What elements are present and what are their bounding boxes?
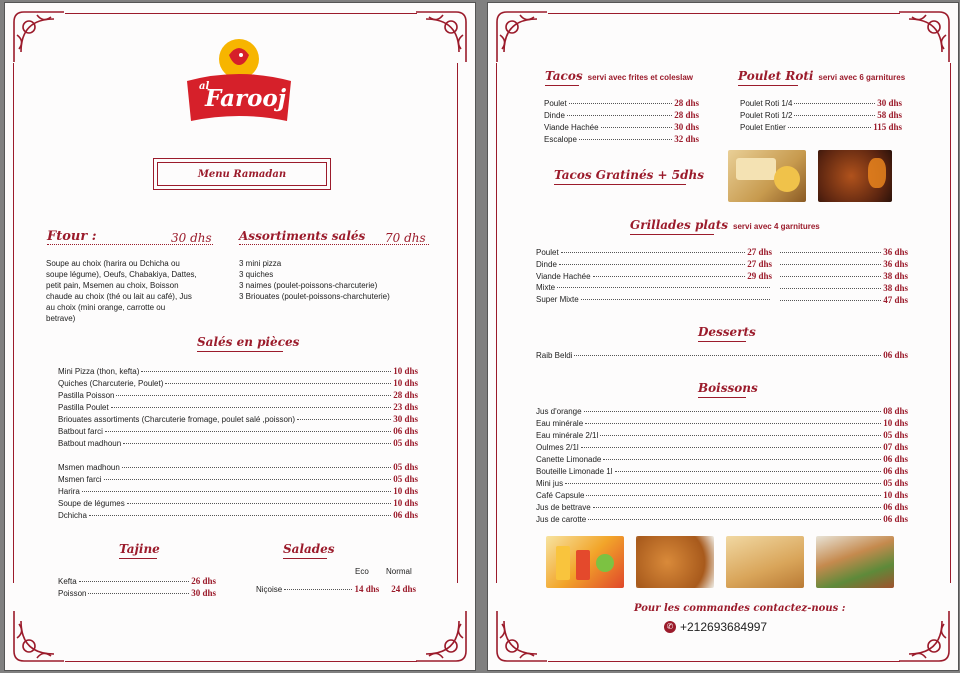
menu-item-row [740, 110, 902, 121]
salades-col-eco: Eco [355, 567, 369, 576]
logo-main-text: Farooj [205, 85, 287, 112]
frame-border [548, 13, 900, 14]
ftour-price: 30 dhs [171, 231, 212, 245]
ornament-corner [411, 606, 471, 666]
dot-leader [105, 431, 391, 432]
item-label: Eau minérale 2/1l [536, 431, 599, 440]
menu-item-row [58, 366, 418, 377]
item-label: Café Capsule [536, 491, 585, 500]
dot-leader [780, 252, 881, 253]
item-price: 30 dhs [877, 98, 902, 108]
item-price: 10 dhs [883, 418, 908, 428]
tajine-title: Tajine [119, 542, 160, 556]
dot-leader [579, 139, 672, 140]
item-price: 28 dhs [674, 98, 699, 108]
ornament-corner [894, 606, 954, 666]
tacos-underline [545, 85, 579, 86]
item-price: 05 dhs [393, 462, 418, 472]
dot-leader [780, 276, 881, 277]
dot-leader [297, 419, 391, 420]
item-label: Mixte [536, 283, 556, 292]
dot-leader [581, 447, 882, 448]
boissons-title: Boissons [698, 381, 758, 395]
grillades-underline [630, 234, 714, 235]
menu-item-row [544, 110, 699, 121]
menu-item-row [740, 122, 902, 133]
salades-col-normal: Normal [386, 567, 412, 576]
menu-item-row [536, 350, 908, 361]
item-price: 05 dhs [393, 474, 418, 484]
contact-phone[interactable] [664, 620, 767, 634]
item-price: 05 dhs [393, 438, 418, 448]
dot-leader [780, 264, 881, 265]
menu-item-row [58, 474, 418, 485]
menu-item-row [58, 390, 418, 401]
ornament-corner [411, 7, 471, 67]
item-label: Batbout farci [58, 427, 103, 436]
assortiments-description [239, 258, 439, 302]
item-label: Pastilla Poisson [58, 391, 115, 400]
item-label: Mini jus [536, 479, 564, 488]
item-label: Canette Limonade [536, 455, 602, 464]
ftour-description [46, 258, 221, 324]
item-label: Eau minérale [536, 419, 584, 428]
menu-page-right [487, 2, 959, 671]
menu-item-row [536, 442, 908, 453]
item-price: 30 dhs [191, 588, 216, 598]
menu-item-row [58, 588, 216, 599]
menu-item-row [58, 498, 418, 509]
dot-leader [165, 383, 391, 384]
juice-photo [546, 536, 624, 588]
item-price: 28 dhs [393, 390, 418, 400]
item-price: 10 dhs [883, 490, 908, 500]
item-label: Poulet Roti 1/2 [740, 111, 793, 120]
item-price: 36 dhs [883, 247, 908, 257]
item-label: Jus de bettrave [536, 503, 591, 512]
item-label: Dinde [536, 260, 557, 269]
contact-text: Pour les commandes contactez-nous : [634, 603, 846, 614]
frame-border [65, 13, 417, 14]
item-label: Briouates assortiments (Charcuterie fromage, poulet salé ,poisson) [58, 415, 295, 424]
menu-item-row [778, 295, 908, 306]
fried-food-photo [636, 536, 714, 588]
menu-item-row [58, 576, 216, 587]
item-price: 08 dhs [883, 406, 908, 416]
dot-leader [574, 355, 881, 356]
item-label: Escalope [544, 135, 577, 144]
item-label: Poulet [536, 248, 559, 257]
item-label: Viande Hachée [544, 123, 599, 132]
item-label: Poulet Roti 1/4 [740, 99, 793, 108]
menu-item-row [778, 259, 908, 270]
dot-leader [559, 264, 745, 265]
item-price: 06 dhs [883, 350, 908, 360]
item-label: Jus d'orange [536, 407, 582, 416]
item-label: Poisson [58, 589, 87, 598]
menu-item-row [536, 430, 908, 441]
dot-leader [561, 252, 746, 253]
desserts-title: Desserts [698, 325, 756, 339]
item-label: Bouteille Limonade 1l [536, 467, 613, 476]
menu-item-row [58, 438, 418, 449]
menu-item-row [536, 247, 772, 258]
assortiments-title: Assortiments salés [239, 229, 366, 243]
menu-item-row [740, 98, 902, 109]
dot-leader [116, 395, 391, 396]
poulet-roti-note: servi avec 6 garnitures [818, 73, 906, 82]
grillades-title-text: Grillades plats [630, 218, 729, 232]
item-price: 06 dhs [883, 466, 908, 476]
grillades-note: servi avec 4 garnitures [733, 222, 820, 231]
menu-item-row [536, 478, 908, 489]
item-label: Poulet Entier [740, 123, 786, 132]
menu-item-row [544, 98, 699, 109]
tacos-title [545, 69, 693, 83]
phone-icon: ✆ [664, 621, 676, 633]
dot-leader [565, 483, 881, 484]
item-price: 30 dhs [674, 122, 699, 132]
item-price: 23 dhs [393, 402, 418, 412]
menu-item-row [536, 454, 908, 465]
item-price: 27 dhs [747, 259, 772, 269]
item-label: Msmen farci [58, 475, 102, 484]
item-label: Dinde [544, 111, 565, 120]
salades-title: Salades [283, 542, 335, 556]
item-price-eco: 14 dhs [354, 584, 380, 594]
item-label: Dchicha [58, 511, 87, 520]
item-label: Kefta [58, 577, 77, 586]
item-price: 10 dhs [393, 366, 418, 376]
dot-leader [585, 423, 881, 424]
item-price: 29 dhs [747, 271, 772, 281]
item-label: Poulet [544, 99, 567, 108]
ornament-corner [894, 7, 954, 67]
item-price: 05 dhs [883, 478, 908, 488]
tajine-underline [119, 558, 157, 559]
menu-item-row [58, 402, 418, 413]
item-price: 26 dhs [191, 576, 216, 586]
item-price: 06 dhs [883, 514, 908, 524]
item-price: 58 dhs [877, 110, 902, 120]
item-price: 47 dhs [883, 295, 908, 305]
menu-item-row [536, 406, 908, 417]
dot-leader [569, 103, 673, 104]
item-price: 27 dhs [747, 247, 772, 257]
ornament-corner [9, 7, 69, 67]
assortiments-line: 3 naimes (poulet-poissons-charcuterie) [239, 281, 378, 290]
msemen-photo [726, 536, 804, 588]
item-label: Mini Pizza (thon, kefta) [58, 367, 140, 376]
menu-item-row [536, 271, 772, 282]
sales-title: Salés en pièces [197, 335, 300, 349]
boissons-underline [698, 397, 746, 398]
item-price: 30 dhs [393, 414, 418, 424]
dot-leader [79, 581, 190, 582]
frame-border [548, 661, 900, 662]
dot-leader [794, 115, 875, 116]
dot-leader [788, 127, 871, 128]
item-label: Super Mixte [536, 295, 579, 304]
tacos-gratines-photo [728, 150, 806, 202]
menu-banner-text: Menu Ramadan [197, 168, 287, 180]
item-label: Viande Hachée [536, 272, 591, 281]
dot-leader [584, 411, 882, 412]
menu-item-row [536, 418, 908, 429]
grillades-title [630, 218, 820, 232]
item-price: 36 dhs [883, 259, 908, 269]
ftour-line: au choix (mini orange, carrotte ou [46, 303, 166, 312]
menu-item-row [58, 426, 418, 437]
item-price: 115 dhs [873, 122, 902, 132]
dot-leader [567, 115, 672, 116]
menu-item-row [58, 462, 418, 473]
dot-leader [122, 467, 391, 468]
menu-item-row [536, 466, 908, 477]
item-price: 07 dhs [883, 442, 908, 452]
dot-leader [581, 299, 770, 300]
item-label: Pastilla Poulet [58, 403, 109, 412]
dot-leader [284, 589, 352, 590]
menu-item-row [58, 486, 418, 497]
dot-leader [593, 507, 882, 508]
frame-border [950, 63, 951, 583]
dot-leader [588, 519, 881, 520]
menu-item-row [536, 490, 908, 501]
tacos-gratines-underline [554, 184, 686, 185]
dot-leader [141, 371, 391, 372]
dot-leader [111, 407, 392, 408]
item-price: 06 dhs [393, 510, 418, 520]
item-price: 06 dhs [883, 502, 908, 512]
assortiments-price: 70 dhs [385, 231, 426, 245]
menu-item-row [58, 414, 418, 425]
poulet-roti-photo [818, 150, 892, 202]
menu-banner [153, 158, 331, 190]
brand-logo [183, 37, 295, 129]
item-label: Msmen madhoun [58, 463, 120, 472]
menu-item-row [58, 510, 418, 521]
dot-leader [88, 593, 189, 594]
tacos-gratines-title: Tacos Gratinés + 5dhs [554, 168, 704, 182]
menu-item-row [536, 502, 908, 513]
assortiments-line: 3 mini pizza [239, 259, 282, 268]
menu-item-row [778, 247, 908, 258]
poulet-roti-title-text: Poulet Roti [738, 69, 814, 83]
item-price-normal: 24 dhs [391, 584, 416, 594]
item-price: 10 dhs [393, 498, 418, 508]
item-price: 32 dhs [674, 134, 699, 144]
dot-leader [603, 459, 881, 460]
dot-leader [615, 471, 882, 472]
ornament-corner [492, 606, 552, 666]
ftour-line: soupe légume), Oeufs, Chabakiya, Dattes, [46, 270, 197, 279]
item-label: Niçoise [256, 585, 283, 594]
dot-leader [780, 288, 881, 289]
item-label: Jus de carotte [536, 515, 587, 524]
dot-leader [127, 503, 392, 504]
desserts-underline [698, 341, 746, 342]
dot-leader [586, 495, 881, 496]
item-price: 10 dhs [393, 378, 418, 388]
item-label: Raib Beldi [536, 351, 573, 360]
item-label: Harira [58, 487, 80, 496]
dot-leader [593, 276, 746, 277]
ornament-corner [492, 7, 552, 67]
dot-leader [557, 287, 770, 288]
menu-item-row [778, 271, 908, 282]
ftour-line: betrave) [46, 314, 76, 323]
item-price: 05 dhs [883, 430, 908, 440]
menu-item-row [536, 295, 772, 306]
frame-border [457, 63, 458, 583]
menu-item-row [58, 378, 418, 389]
ftour-title: Ftour : [47, 229, 97, 244]
logo-small-text: al [199, 81, 210, 92]
sales-underline [197, 351, 283, 352]
frame-border [13, 63, 14, 583]
menu-item-row [778, 283, 908, 294]
dot-leader [600, 435, 881, 436]
dot-leader [794, 103, 875, 104]
menu-item-row [544, 134, 699, 145]
item-price: 06 dhs [883, 454, 908, 464]
dot-leader [601, 127, 673, 128]
item-label: Quiches (Charcuterie, Poulet) [58, 379, 164, 388]
phone-number: +212693684997 [680, 620, 768, 634]
item-price: 10 dhs [393, 486, 418, 496]
item-price: 38 dhs [883, 271, 908, 281]
assortiments-line: 3 quiches [239, 270, 274, 279]
item-label: Oulmes 2/1l [536, 443, 579, 452]
menu-item-row [256, 584, 416, 595]
dot-leader [89, 515, 391, 516]
menu-item-row [544, 122, 699, 133]
frame-border [65, 661, 417, 662]
dot-leader [82, 491, 391, 492]
sandwich-photo [816, 536, 894, 588]
item-price: 38 dhs [883, 283, 908, 293]
item-price: 28 dhs [674, 110, 699, 120]
menu-item-row [536, 259, 772, 270]
dot-leader [123, 443, 391, 444]
tacos-note: servi avec frites et coleslaw [587, 73, 694, 82]
ftour-line: Soupe au choix (harira ou Dchicha ou [46, 259, 180, 268]
ftour-line: petit pain, Msemen au choix, Boisson [46, 281, 179, 290]
menu-page-left [4, 2, 476, 671]
poulet-roti-underline [738, 85, 798, 86]
item-price: 06 dhs [393, 426, 418, 436]
menu-item-row [536, 283, 772, 294]
assortiments-line: 3 Briouates (poulet-poissons-charchuterie) [239, 292, 390, 301]
tacos-title-text: Tacos [545, 69, 583, 83]
frame-border [496, 63, 497, 583]
ftour-line: chaude au choix (thé ou lait au café), Jus [46, 292, 192, 301]
dot-leader [104, 479, 392, 480]
item-label: Soupe de légumes [58, 499, 125, 508]
poulet-roti-title [738, 69, 905, 83]
ornament-corner [9, 606, 69, 666]
salades-underline [283, 558, 327, 559]
item-label: Batbout madhoun [58, 439, 122, 448]
dot-leader [780, 300, 881, 301]
menu-item-row [536, 514, 908, 525]
